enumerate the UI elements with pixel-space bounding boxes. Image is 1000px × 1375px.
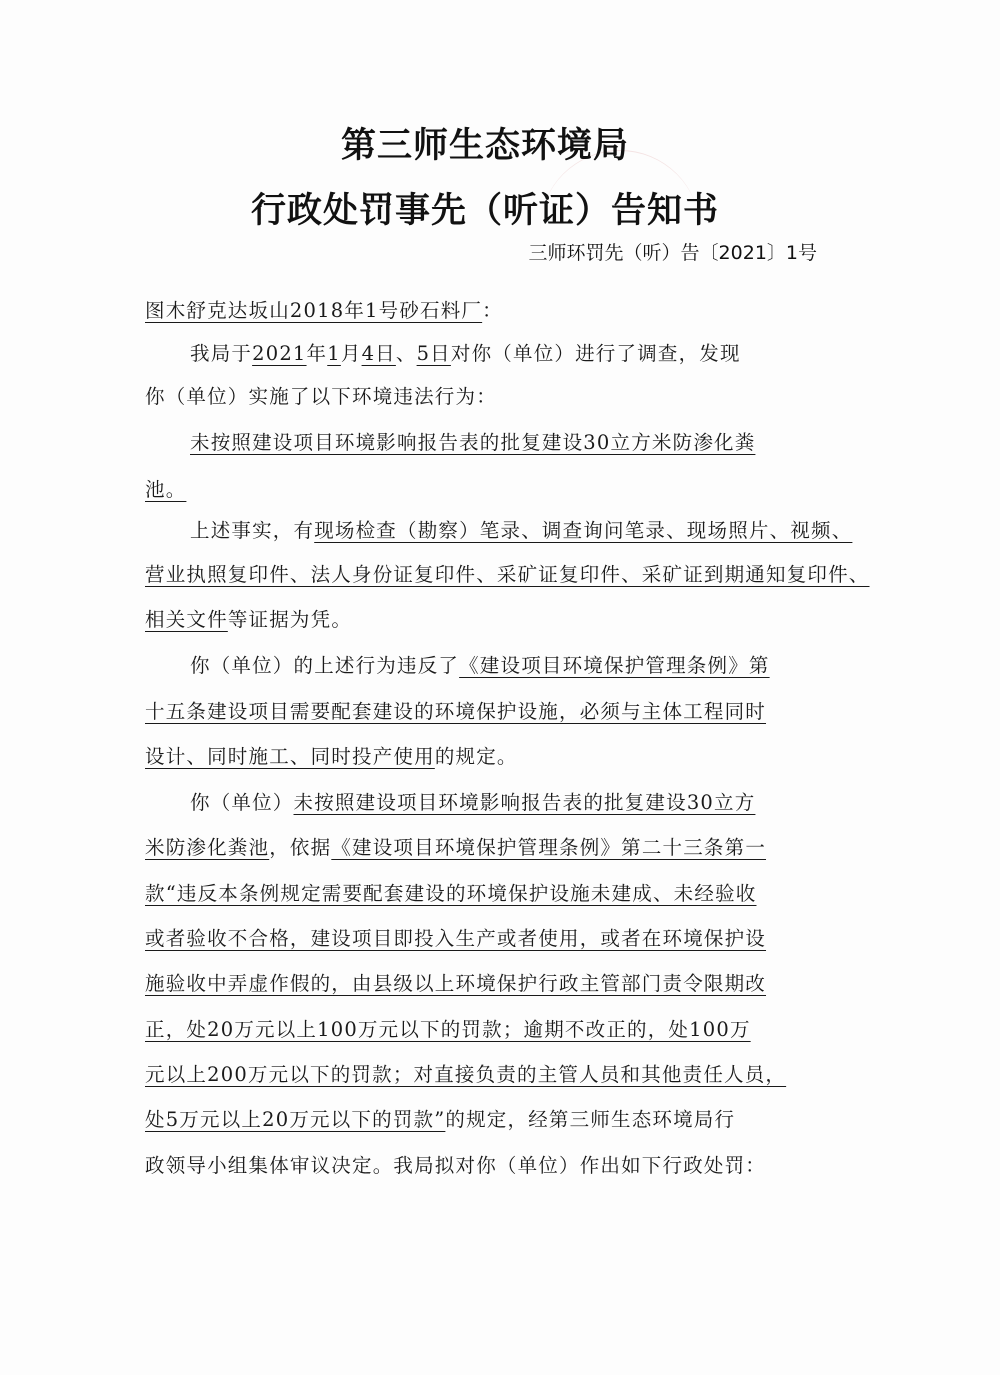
violation-text: 未按照建设项目环境影响报告表的批复建设30立方米防渗化粪 <box>190 431 756 454</box>
text-segment: ，依据 <box>269 836 332 859</box>
text-segment: 的规定。 <box>434 745 518 768</box>
violated-law-line3 <box>145 741 518 769</box>
basis-text: 款“违反本条例规定需要配套建设的环境保护设施未建成、未经验收 <box>145 882 757 905</box>
recipient-line <box>145 295 503 323</box>
text-segment: 你（单位） <box>190 791 294 814</box>
text-segment: 月 <box>340 342 362 365</box>
evidence-line2 <box>145 559 870 587</box>
basis-line6 <box>145 1014 751 1042</box>
basis-text: 米防渗化粪池 <box>145 836 270 859</box>
document-number: 三师环罚先（听）告〔2021〕1号 <box>528 242 817 264</box>
text-segment: 我局于 <box>190 342 253 365</box>
text-segment: 等证据为凭。 <box>227 608 353 631</box>
basis-line5 <box>145 968 766 996</box>
text-segment: 、 <box>395 342 417 365</box>
violated-law-line2 <box>145 696 766 724</box>
evidence-line3 <box>145 604 352 632</box>
investigation-year: 2021 <box>252 342 307 365</box>
law-citation: 十五条建设项目需要配套建设的环境保护设施，必须与主体工程同时 <box>145 700 767 723</box>
basis-text: 未按照建设项目环境影响报告表的批复建设30立方 <box>293 791 756 814</box>
recipient-name: 图木舒克达坂山2018年1号砂石料厂 <box>145 299 483 322</box>
recipient-suffix: ： <box>482 299 503 322</box>
investigation-day2: 5日 <box>416 342 451 365</box>
basis-text: 正，处20万元以上100万元以下的罚款；逾期不改正的，处100万 <box>145 1018 751 1041</box>
investigation-month: 1 <box>327 342 341 365</box>
basis-text: 施验收中弄虚作假的，由县级以上环境保护行政主管部门责令限期改 <box>145 972 767 995</box>
violation-text: 池。 <box>145 478 187 501</box>
basis-text: 或者验收不合格，建设项目即投入生产或者使用，或者在环境保护设 <box>145 927 767 950</box>
text-segment: 年 <box>306 342 328 365</box>
basis-line4 <box>145 923 766 951</box>
basis-line1 <box>190 787 755 815</box>
basis-line2 <box>145 832 766 860</box>
text-segment: 上述事实，有 <box>190 519 315 542</box>
basis-text: 元以上200万元以下的罚款；对直接负责的主管人员和其他责任人员， <box>145 1063 787 1086</box>
violated-law-line1 <box>190 650 770 678</box>
basis-text: 处5万元以上20万元以下的罚款” <box>145 1108 446 1131</box>
evidence-list: 相关文件 <box>145 608 228 631</box>
paragraph-investigation-line1 <box>190 338 741 366</box>
evidence-list: 现场检查（勘察）笔录、调查询问笔录、现场照片、视频、 <box>314 519 853 542</box>
paragraph-investigation-line2: 你（单位）实施了以下环境违法行为： <box>145 385 497 408</box>
text-segment: 对你（单位）进行了调查，发现 <box>450 342 741 365</box>
investigation-day1: 4日 <box>361 342 396 365</box>
evidence-line1 <box>190 515 852 543</box>
violation-line1 <box>190 427 755 455</box>
text-segment: 你（单位）的上述行为违反了 <box>190 654 460 677</box>
basis-text: 《建设项目环境保护管理条例》第二十三条第一 <box>331 836 767 859</box>
basis-line7 <box>145 1059 786 1087</box>
evidence-list: 营业执照复印件、法人身份证复印件、采矿证复印件、采矿证到期通知复印件、 <box>145 563 870 586</box>
document-title-line1: 第三师生态环境局 <box>340 125 629 166</box>
text-segment: 的规定，经第三师生态环境局行 <box>445 1108 736 1131</box>
violation-line2 <box>145 474 186 502</box>
law-citation: 《建设项目环境保护管理条例》第 <box>459 654 770 677</box>
document-title-line2: 行政处罚事先（听证）告知书 <box>250 190 719 231</box>
law-citation: 设计、同时施工、同时投产使用 <box>145 745 435 768</box>
basis-line8 <box>145 1104 735 1132</box>
basis-line3 <box>145 878 756 906</box>
basis-line9: 政领导小组集体审议决定。我局拟对你（单位）作出如下行政处罚： <box>145 1154 767 1177</box>
